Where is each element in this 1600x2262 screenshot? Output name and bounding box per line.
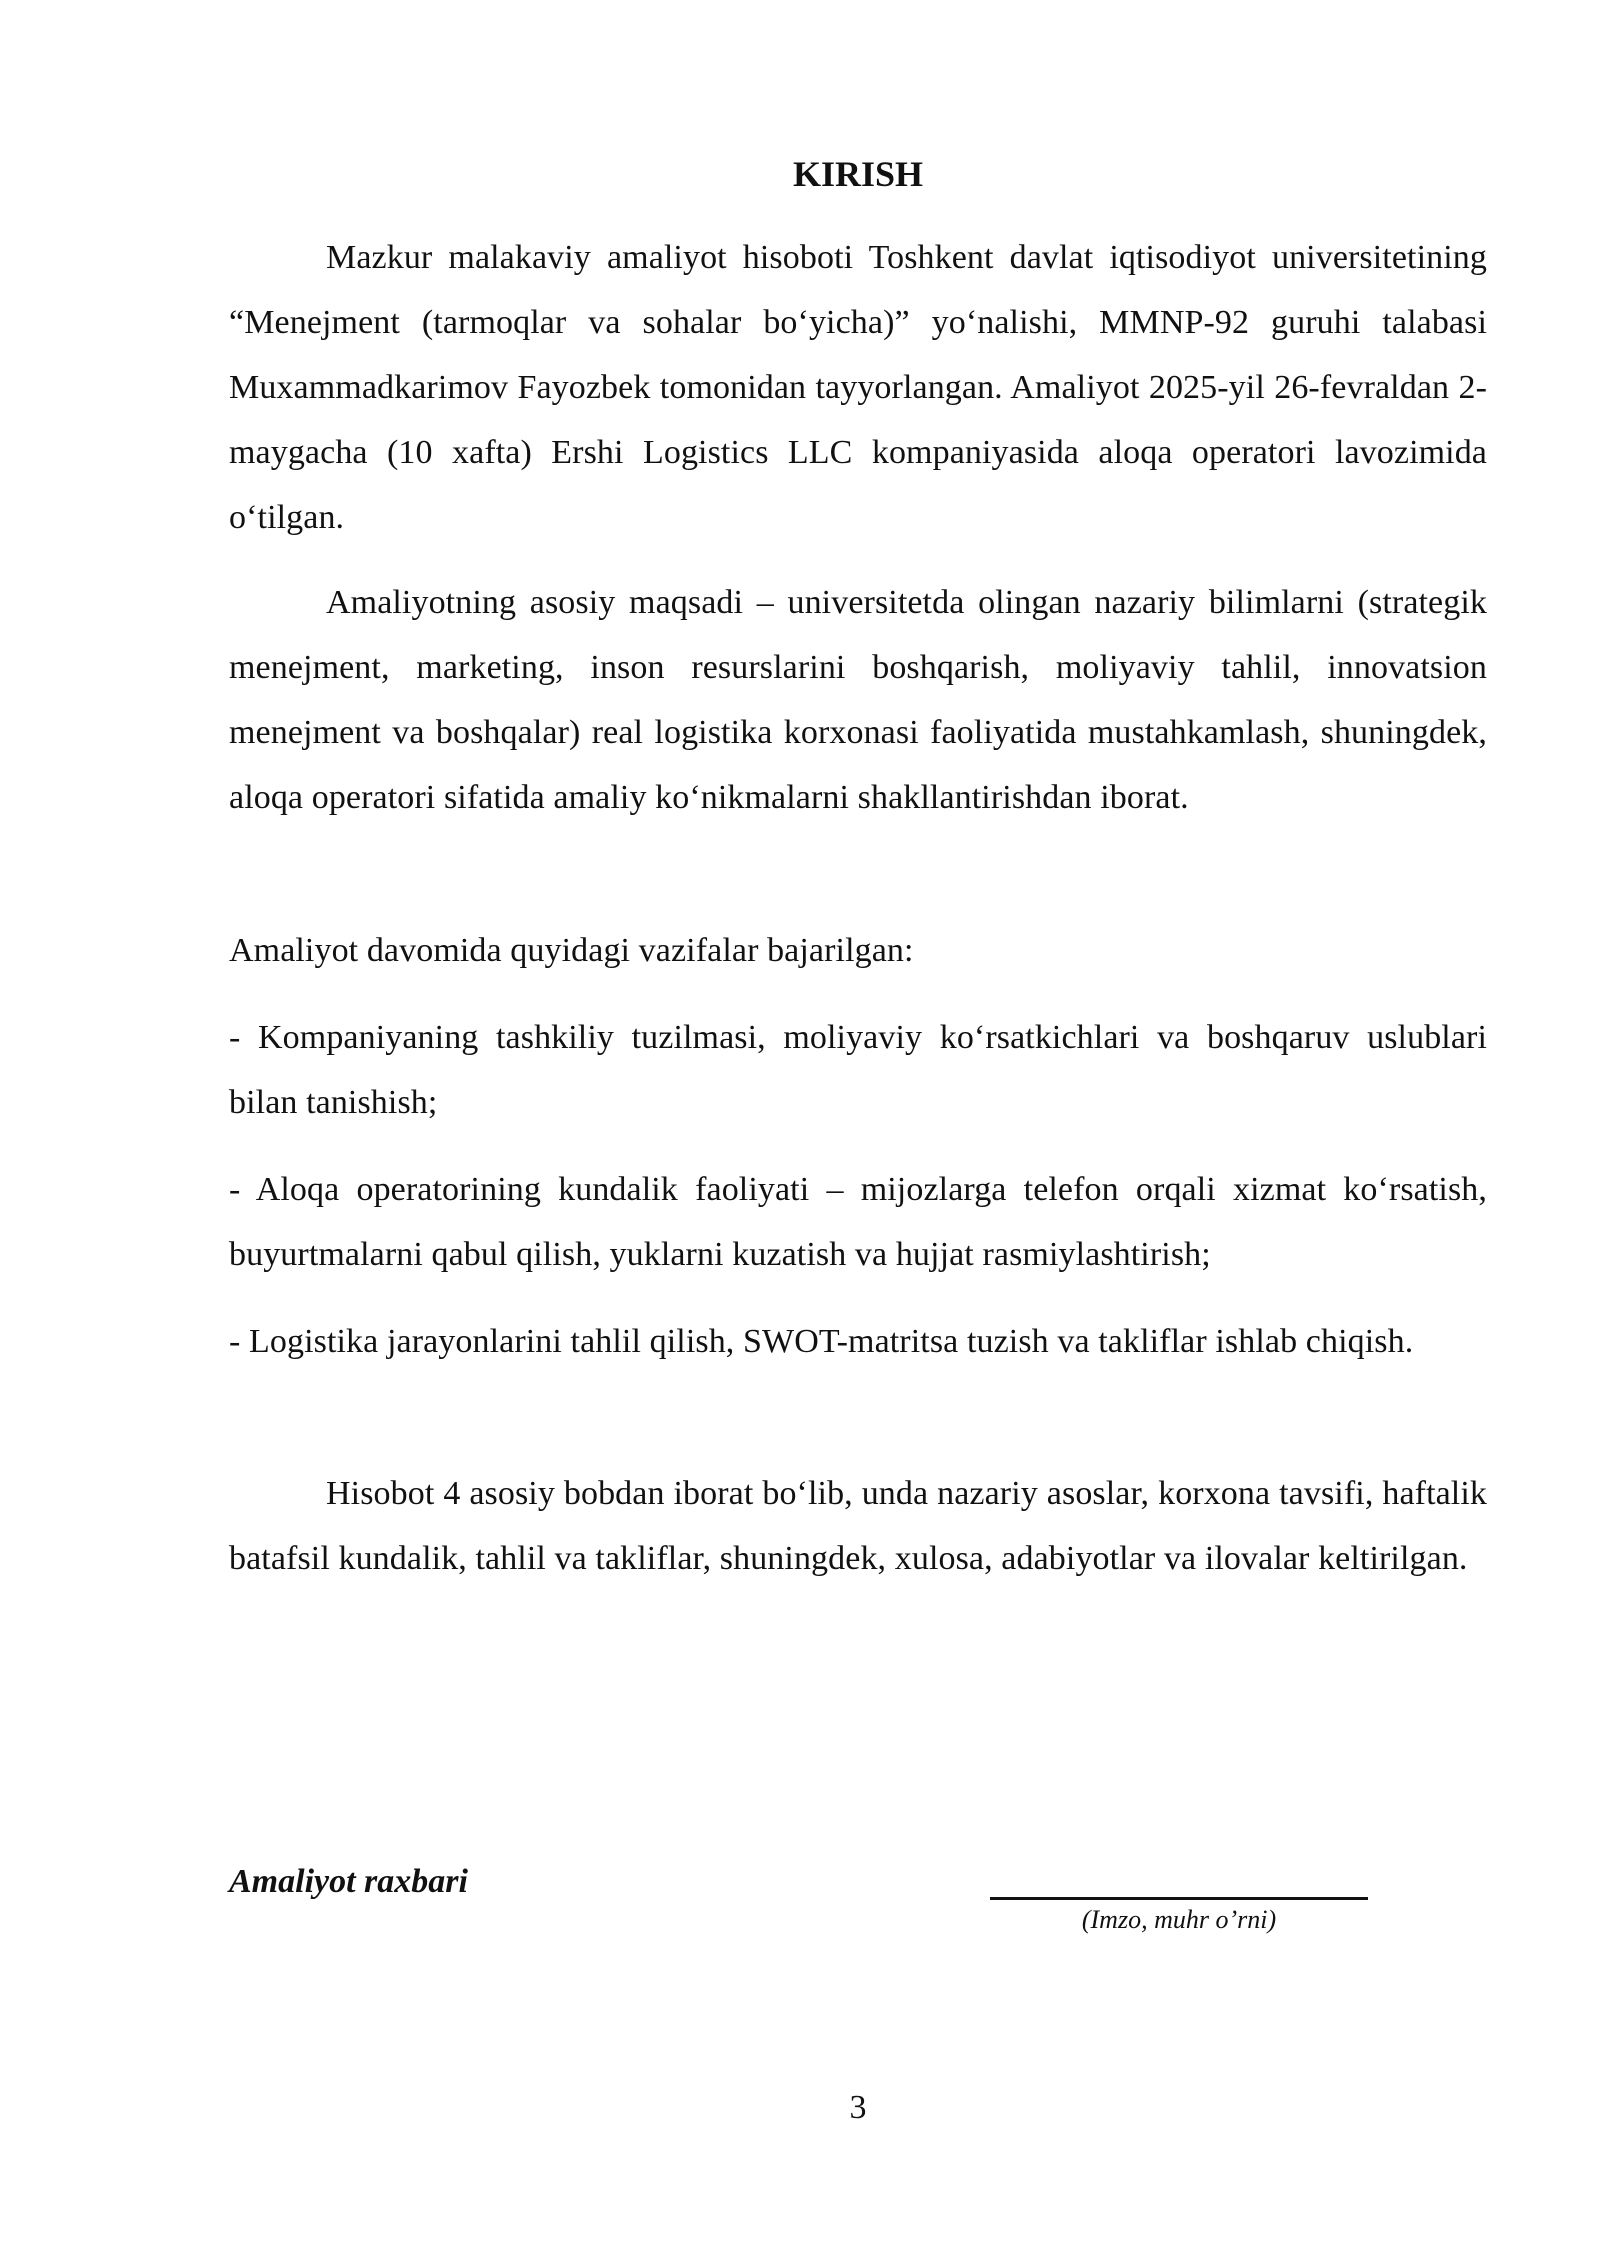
tasks-intro-paragraph: Amaliyot davomida quyidagi vazifalar bajarilgan:: [229, 932, 914, 969]
page-number: 3: [849, 2089, 867, 2126]
intro-paragraph: Mazkur malakaviy amaliyot hisoboti Toshkent davlat iqtisodiyot universitetining “Menejment (tarmoqlar va sohalar bo‘yicha)” yo‘nalishi, MMNP-92 guruhi talabasi Muxammadkarimov Fayozbek tomonidan tayyorlangan. Amaliyot 2025-yil 26-fevraldan 2-maygacha (10 xafta) Ershi Logistics LLC kompaniyasida aloqa operatori lavozimida o‘tilgan.: [229, 239, 1487, 536]
task-list-item: - Logistika jarayonlarini tahlil qilish, SWOT-matritsa tuzish va takliflar ishlab chiqish.: [229, 1323, 1414, 1360]
goal-paragraph: Amaliyotning asosiy maqsadi – universitetda olingan nazariy bilimlarni (strategik menejment, marketing, inson resurslarini boshqarish, moliyaviy tahlil, innovatsion menejment va boshqalar) real logistika korxonasi faoliyatida mustahkamlash, shuningdek, aloqa operatori sifatida amaliy ko‘nikmalarni shakllantirishdan iborat.: [229, 584, 1487, 816]
signature-line: [990, 1897, 1368, 1900]
section-heading: KIRISH: [792, 154, 924, 194]
signature-caption: (Imzo, muhr o’rni): [1081, 1905, 1277, 1934]
task-list-item: - Aloqa operatorining kundalik faoliyati – mijozlarga telefon orqali xizmat ko‘rsatish, buyurtmalarni qabul qilish, yuklarni kuzatish va hujjat rasmiylashtirish;: [229, 1171, 1487, 1273]
structure-paragraph: Hisobot 4 asosiy bobdan iborat bo‘lib, unda nazariy asoslar, korxona tavsifi, haftalik batafsil kundalik, tahlil va takliflar, shuningdek, xulosa, adabiyotlar va ilovalar keltirilgan.: [229, 1475, 1487, 1577]
supervisor-label: Amaliyot raxbari: [229, 1863, 468, 1900]
task-list-item: - Kompaniyaning tashkiliy tuzilmasi, moliyaviy ko‘rsatkichlari va boshqaruv uslublari bilan tanishish;: [229, 1019, 1487, 1121]
